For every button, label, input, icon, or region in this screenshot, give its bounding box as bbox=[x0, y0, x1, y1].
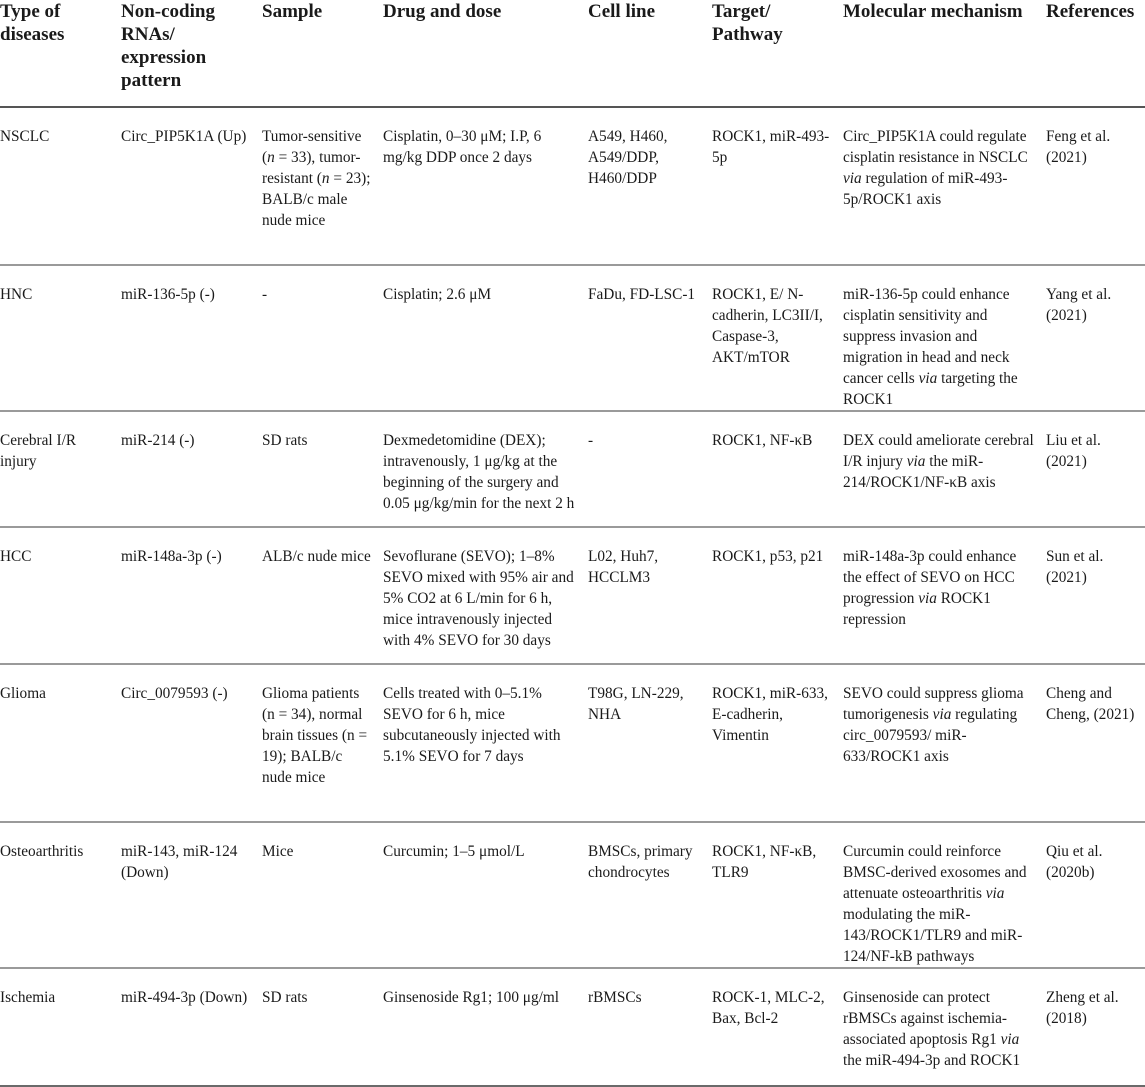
header-references: References bbox=[1046, 0, 1145, 107]
header-row bbox=[0, 0, 1145, 107]
cell-reference: Liu et al. (2021) bbox=[1046, 411, 1145, 527]
cell-target: ROCK1, miR-493-5p bbox=[712, 107, 843, 265]
cell-drug: Sevoflurane (SEVO); 1–8% SEVO mixed with 95% air and 5% CO2 at 6 L/min for 6 h, mice intravenously injected with 4% SEVO for 30 days bbox=[383, 527, 588, 664]
cell-cell-line: FaDu, FD-LSC-1 bbox=[588, 265, 712, 411]
cell-sample: ALB/c nude mice bbox=[262, 527, 383, 664]
cell-sample: SD rats bbox=[262, 968, 383, 1086]
cell-mechanism: Curcumin could reinforce BMSC-derived exosomes and attenuate osteoarthritis via modulating the miR-143/ROCK1/TLR9 and miR-124/NF-kB pathways bbox=[843, 822, 1046, 968]
cell-target: ROCK1, NF-κB bbox=[712, 411, 843, 527]
cell-disease: Cerebral I/R injury bbox=[0, 411, 121, 527]
header-type-of-diseases: Type of diseases bbox=[0, 0, 121, 107]
cell-sample: Mice bbox=[262, 822, 383, 968]
table-row bbox=[0, 664, 1145, 822]
cell-cell-line: rBMSCs bbox=[588, 968, 712, 1086]
cell-mechanism: SEVO could suppress glioma tumorigenesis via regulating circ_0079593/ miR-633/ROCK1 axis bbox=[843, 664, 1046, 822]
cell-target: ROCK1, E/ N-cadherin, LC3II/I, Caspase-3, AKT/mTOR bbox=[712, 265, 843, 411]
cell-mechanism: DEX could ameliorate cerebral I/R injury via the miR-214/ROCK1/NF-κB axis bbox=[843, 411, 1046, 527]
cell-cell-line: BMSCs, primary chondrocytes bbox=[588, 822, 712, 968]
cell-drug: Cells treated with 0–5.1% SEVO for 6 h, mice subcutaneously injected with 5.1% SEVO for 7 days bbox=[383, 664, 588, 822]
table-row bbox=[0, 265, 1145, 411]
cell-sample: Glioma patients (n = 34), normal brain tissues (n = 19); BALB/c nude mice bbox=[262, 664, 383, 822]
cell-drug: Dexmedetomidine (DEX); intravenously, 1 μg/kg at the beginning of the surgery and 0.05 μg/kg/min for the next 2 h bbox=[383, 411, 588, 527]
header-noncoding-rnas: Non-coding RNAs/ expression pattern bbox=[121, 0, 262, 107]
cell-mechanism: miR-136-5p could enhance cisplatin sensitivity and suppress invasion and migration in head and neck cancer cells via targeting the ROCK1 bbox=[843, 265, 1046, 411]
cell-ncrna: Circ_PIP5K1A (Up) bbox=[121, 107, 262, 265]
cell-reference: Yang et al. (2021) bbox=[1046, 265, 1145, 411]
cell-ncrna: miR-143, miR-124 (Down) bbox=[121, 822, 262, 968]
cell-disease: Ischemia bbox=[0, 968, 121, 1086]
cell-target: ROCK-1, MLC-2, Bax, Bcl-2 bbox=[712, 968, 843, 1086]
cell-target: ROCK1, NF-κB, TLR9 bbox=[712, 822, 843, 968]
header-sample: Sample bbox=[262, 0, 383, 107]
cell-ncrna: Circ_0079593 (-) bbox=[121, 664, 262, 822]
header-target-pathway: Target/ Pathway bbox=[712, 0, 843, 107]
cell-ncrna: miR-494-3p (Down) bbox=[121, 968, 262, 1086]
table-row bbox=[0, 527, 1145, 664]
cell-reference: Zheng et al. (2018) bbox=[1046, 968, 1145, 1086]
cell-drug: Cisplatin, 0–30 μM; I.P, 6 mg/kg DDP once 2 days bbox=[383, 107, 588, 265]
cell-disease: NSCLC bbox=[0, 107, 121, 265]
cell-disease: Osteoarthritis bbox=[0, 822, 121, 968]
cell-target: ROCK1, miR-633, E-cadherin, Vimentin bbox=[712, 664, 843, 822]
cell-disease: HCC bbox=[0, 527, 121, 664]
cell-ncrna: miR-136-5p (-) bbox=[121, 265, 262, 411]
table-row bbox=[0, 822, 1145, 968]
cell-sample: Tumor-sensitive (n = 33), tumor-resistant (n = 23); BALB/c male nude mice bbox=[262, 107, 383, 265]
cell-cell-line: L02, Huh7, HCCLM3 bbox=[588, 527, 712, 664]
cell-reference: Qiu et al. (2020b) bbox=[1046, 822, 1145, 968]
cell-reference: Feng et al. (2021) bbox=[1046, 107, 1145, 265]
cell-drug: Curcumin; 1–5 μmol/L bbox=[383, 822, 588, 968]
cell-drug: Cisplatin; 2.6 μM bbox=[383, 265, 588, 411]
cell-ncrna: miR-148a-3p (-) bbox=[121, 527, 262, 664]
cell-target: ROCK1, p53, p21 bbox=[712, 527, 843, 664]
header-molecular-mechanism: Molecular mechanism bbox=[843, 0, 1046, 107]
cell-disease: HNC bbox=[0, 265, 121, 411]
cell-reference: Sun et al. (2021) bbox=[1046, 527, 1145, 664]
cell-disease: Glioma bbox=[0, 664, 121, 822]
cell-sample: SD rats bbox=[262, 411, 383, 527]
cell-mechanism: Ginsenoside can protect rBMSCs against ischemia-associated apoptosis Rg1 via the miR-494-3p and ROCK1 bbox=[843, 968, 1046, 1086]
header-drug-and-dose: Drug and dose bbox=[383, 0, 588, 107]
cell-cell-line: A549, H460, A549/DDP, H460/DDP bbox=[588, 107, 712, 265]
cell-mechanism: miR-148a-3p could enhance the effect of SEVO on HCC progression via ROCK1 repression bbox=[843, 527, 1046, 664]
cell-reference: Cheng and Cheng, (2021) bbox=[1046, 664, 1145, 822]
table-row bbox=[0, 411, 1145, 527]
cell-cell-line: T98G, LN-229, NHA bbox=[588, 664, 712, 822]
cell-drug: Ginsenoside Rg1; 100 μg/ml bbox=[383, 968, 588, 1086]
header-cell-line: Cell line bbox=[588, 0, 712, 107]
cell-ncrna: miR-214 (-) bbox=[121, 411, 262, 527]
cell-sample: - bbox=[262, 265, 383, 411]
table-row bbox=[0, 968, 1145, 1086]
cell-cell-line: - bbox=[588, 411, 712, 527]
table-row bbox=[0, 107, 1145, 265]
cell-mechanism: Circ_PIP5K1A could regulate cisplatin resistance in NSCLC via regulation of miR-493-5p/ROCK1 axis bbox=[843, 107, 1046, 265]
